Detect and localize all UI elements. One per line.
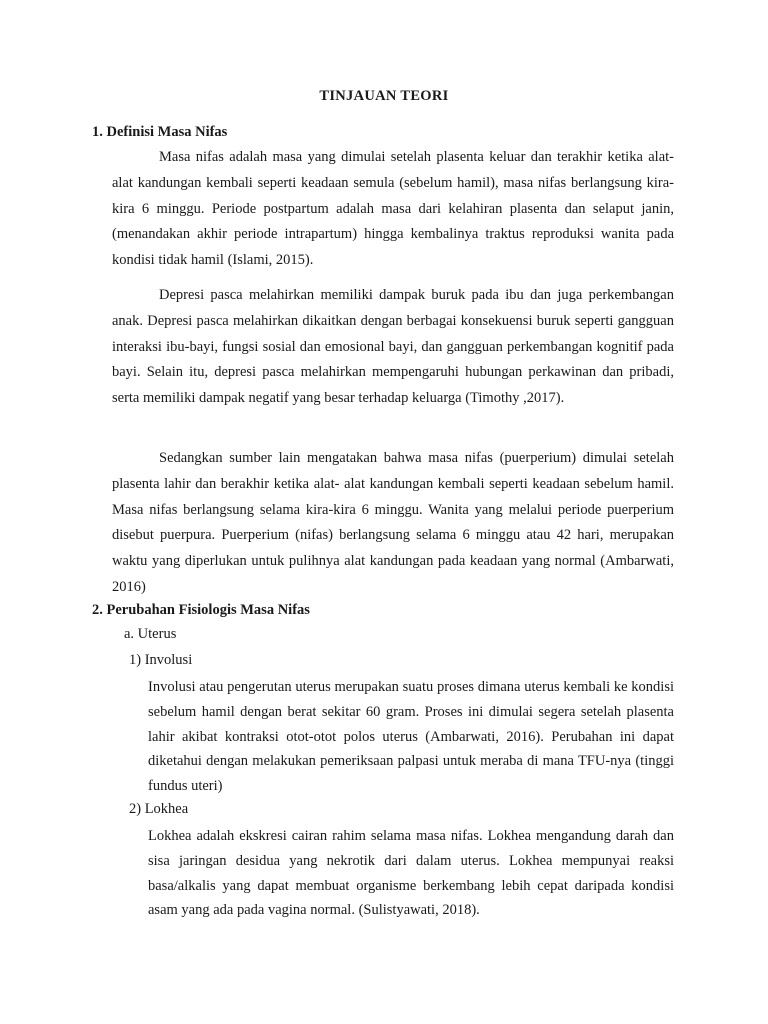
document-title: TINJAUAN TEORI: [319, 88, 449, 104]
section-heading-definisi: 1. Definisi Masa Nifas: [92, 124, 228, 140]
item-label-lokhea: 2) Lokhea: [129, 801, 189, 817]
section-heading-perubahan: 2. Perubahan Fisiologis Masa Nifas: [92, 602, 310, 618]
paragraph-definisi-2: Depresi pasca melahirkan memiliki dampak buruk pada ibu dan juga perkembangan anak. Depresi pasca melahirkan dikaitkan dengan berbagai konsekuensi buruk seperti gangguan interaksi ibu-bayi, fungsi sosial dan emosional bayi, dan gangguan perkembangan kognitif pada bayi. Selain itu, depresi pasca melahirkan mempengaruhi hubungan perkawinan dan pribadi, serta memiliki dampak negatif yang besar terhadap keluarga (Timothy ,2017).: [112, 287, 674, 407]
item-text-involusi: Involusi atau pengerutan uterus merupakan suatu proses dimana uterus kembali ke kondisi sebelum hamil dengan berat sekitar 60 gram. Proses ini dimulai segera setelah plasenta lahir akibat kontraksi otot-otot polos uterus (Ambarwati, 2016). Perubahan ini dapat diketahui dengan melakukan pemeriksaan palpasi untuk meraba di mana TFU-nya (tinggi fundus uteri): [148, 679, 674, 795]
subsection-uterus: a. Uterus: [124, 626, 177, 642]
paragraph-definisi-1: Masa nifas adalah masa yang dimulai setelah plasenta keluar dan terakhir ketika alat-alat kandungan kembali seperti keadaan semula (sebelum hamil), masa nifas berlangsung kira-kira 6 minggu. Periode postpartum adalah masa dari kelahiran plasenta dan selaput janin, (menandakan akhir periode intrapartum) hingga kembalinya traktus reproduksi wanita pada kondisi tidak hamil (Islami, 2015).: [112, 149, 674, 269]
item-text-lokhea: Lokhea adalah ekskresi cairan rahim selama masa nifas. Lokhea mengandung darah dan sisa jaringan desidua yang nekrotik dari dalam uterus. Lokhea mempunyai reaksi basa/alkalis yang dapat membuat organisme berkembang lebih cepat daripada kondisi asam yang ada pada vagina normal. (Sulistyawati, 2018).: [148, 828, 674, 919]
item-label-involusi: 1) Involusi: [129, 652, 193, 668]
paragraph-definisi-3: Sedangkan sumber lain mengatakan bahwa masa nifas (puerperium) dimulai setelah plasenta lahir dan berakhir ketika alat- alat kandungan kembali seperti keadaan sebelum hamil. Masa nifas berlangsung selama kira-kira 6 minggu. Wanita yang melalui periode puerperium disebut puerpura. Puerperium (nifas) berlangsung selama 6 minggu atau 42 hari, merupakan waktu yang diperlukan untuk pulihnya alat kandungan pada keadaan yang normal (Ambarwati, 2016): [112, 450, 674, 595]
